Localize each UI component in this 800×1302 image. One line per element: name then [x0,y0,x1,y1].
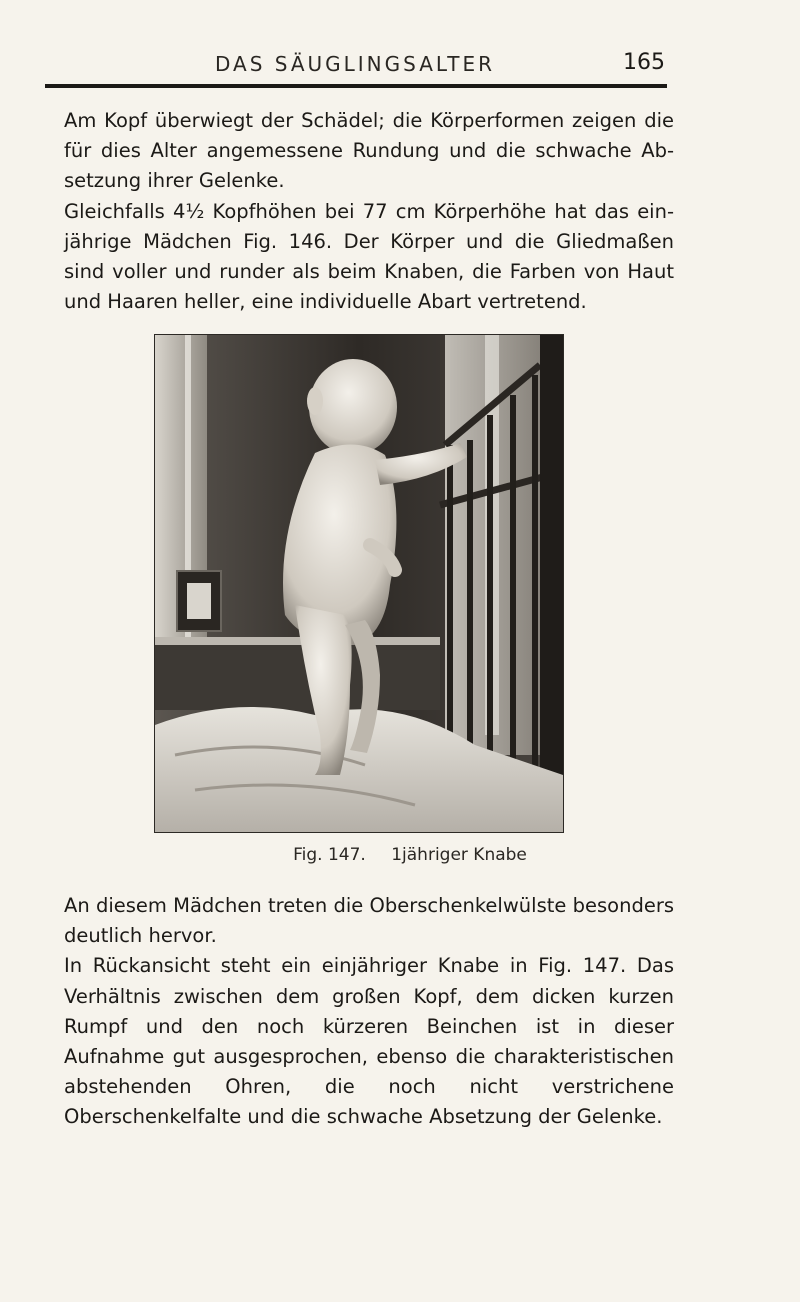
header-rule [45,84,667,88]
figure-caption [0,845,800,865]
text-block-top [64,106,674,317]
figure-photograph [154,334,564,833]
text-block-bottom [64,891,674,1133]
page-number: 165 [623,50,665,75]
paragraph: Am Kopf überwiegt der Schädel; die Körperformen zeigen die für dies Alter angemessene Rundung und die schwache Ab-setzung ihrer Gelenke. [64,109,674,193]
page-header [45,48,665,80]
paragraph: An diesem Mädchen treten die Oberschenkelwülste besonders deutlich hervor. [64,894,674,948]
figure-caption-text: 1jähriger Knabe [391,845,527,865]
running-head: DAS SÄUGLINGSALTER [214,52,496,76]
paragraph: In Rückansicht steht ein einjähriger Knabe in Fig. 147. Das Verhältnis zwischen dem großen Kopf, dem dicken kurzen Rumpf und den noch kürzeren Beinchen ist in dieser Aufnahme gut ausgesprochen, ebenso die charakteristischen abstehenden Ohren, die noch nicht verstrichene Oberschenkelfalte und die schwache Absetzung der Gelenke. [64,954,674,1129]
figure-label: Fig. 147. [293,845,366,865]
paragraph: Gleichfalls 4½ Kopfhöhen bei 77 cm Körperhöhe hat das ein-jährige Mädchen Fig. 146. Der Körper und die Gliedmaßen sind voller und runder als beim Knaben, die Farben von Haut und Haaren heller, eine individuelle Abart vertretend. [64,199,674,314]
photo-toddler-at-bed [155,335,563,832]
